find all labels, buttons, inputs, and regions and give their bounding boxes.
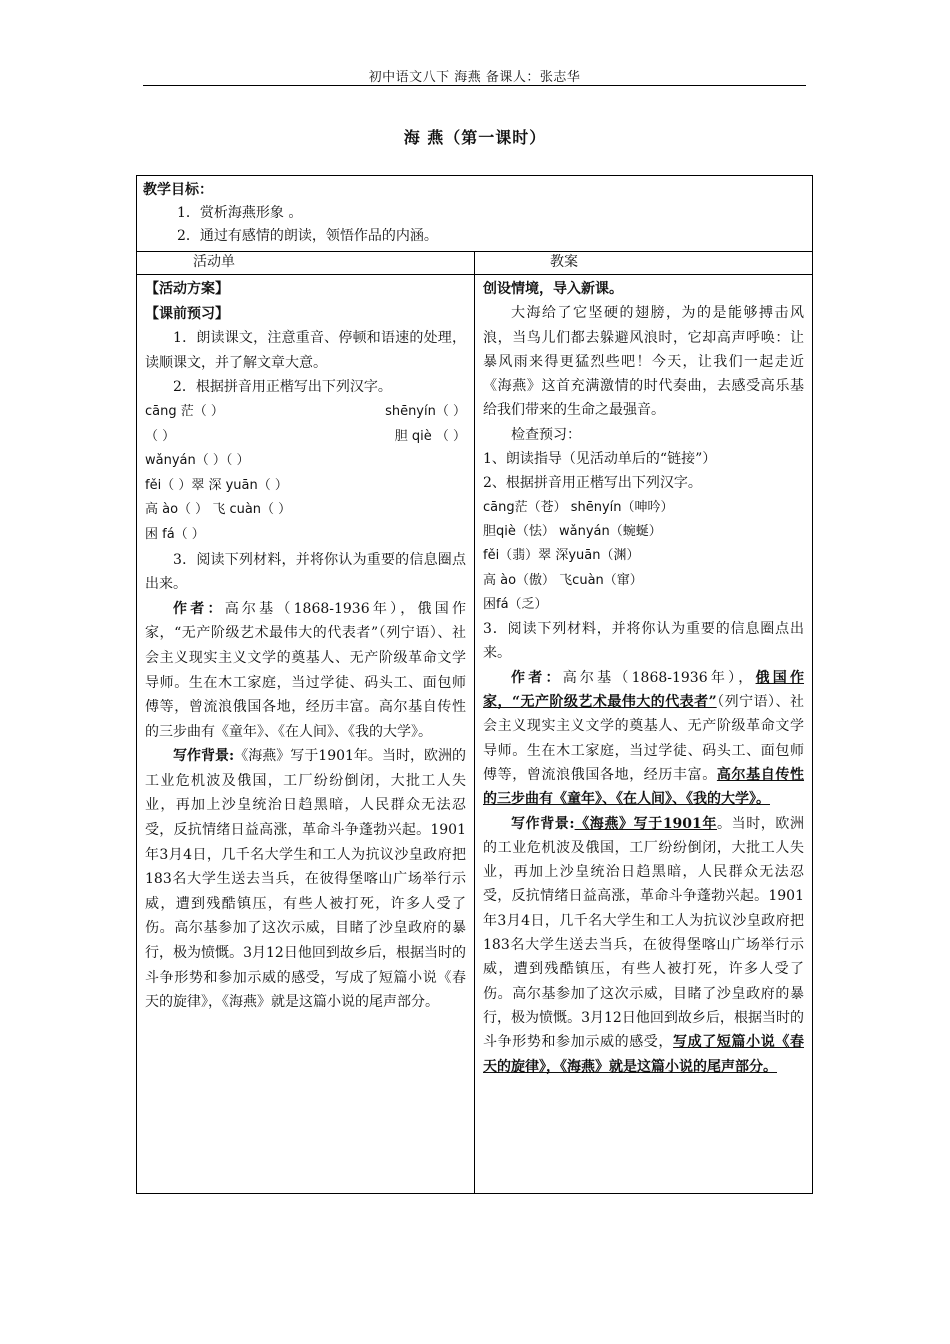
author-paragraph [483, 666, 804, 812]
author-text: 高尔基（1868-1936年）， [562, 669, 756, 686]
activity-sheet-column [137, 275, 474, 1015]
pinyin-blank: 胆 qiè （ ） [394, 428, 466, 444]
check-item-1: 1、朗读指导（见活动单后的“链接”） [483, 451, 717, 468]
background-label: 写作背景: [173, 748, 235, 765]
author-emphasis: 俄国作家，“无产阶级艺术最伟大的代表者” [483, 669, 805, 711]
activity-sheet-header: 活动单 [193, 254, 235, 270]
page-header: 初中语文八下 海燕 备课人：张志华 [368, 70, 581, 85]
background-paragraph [145, 744, 466, 1015]
background-paragraph [483, 812, 804, 1079]
pinyin-blank: shēnyín（ ） [385, 403, 466, 419]
intro-text: 大海给了它坚硬的翅膀，为的是能够搏击风浪，当鸟儿们都去躲避风浪时，它却高声呼唤：让暴风雨来得更猛烈些吧！今天，让我们一起走近《海燕》这首充满激情的时代奏曲，去感受高乐基给我们带来的生命之最强音。 [483, 305, 804, 419]
background-emphasis: 写成了短篇小说《春天的旋律》，《海燕》就是这篇小说的尾声部分。 [483, 1034, 804, 1075]
pinyin-line: 高 ào（ ） 飞 cuàn（ ） [145, 502, 292, 518]
answer-line: cāng茫（苍） shēnyín（呻吟） [483, 499, 674, 515]
author-label: 作者： [173, 600, 225, 617]
lesson-plan-column [475, 275, 812, 1079]
pinyin-blank: （ ） [145, 428, 176, 444]
objective-item: 1．赏析海燕形象 。 [177, 205, 303, 221]
plan-label: 【活动方案】 [145, 281, 229, 297]
pinyin-line: fěi（ ）翠 深 yuān（ ） [145, 477, 288, 493]
author-label: 作者： [511, 669, 563, 686]
check-label: 检查预习： [511, 426, 581, 443]
intro-label: 创设情境，导入新课。 [483, 281, 623, 297]
page-title: 海 燕（第一课时） [403, 128, 547, 147]
author-emphasis: 高尔基自传性的三步曲有《童年》、《在人间》、《我的大学》。 [483, 766, 805, 808]
task-1: 1．朗读课文，注意重音、停顿和语速的处理，读顺课文，并了解文章大意。 [145, 330, 466, 371]
answer-line: 困fá（乏） [483, 596, 548, 612]
lesson-table [136, 175, 813, 1194]
pinyin-line: 困 fá（ ） [145, 526, 205, 542]
pinyin-line [145, 400, 466, 425]
task-3: 3．阅读下列材料，并将你认为重要的信息圈点出来。 [145, 551, 466, 593]
check-item-2: 2、根据拼音用正楷写出下列汉字。 [483, 475, 702, 492]
background-label: 写作背景: [511, 815, 575, 832]
answer-line: 高 ào（傲） 飞cuàn（窜） [483, 572, 643, 588]
objectives-label: 教学目标： [143, 182, 213, 198]
lesson-plan-header: 教案 [550, 254, 578, 270]
task-3: 3．阅读下列材料，并将你认为重要的信息圈点出来。 [483, 621, 804, 662]
background-text: 《海燕》写于1901年。当时，欧洲的工业危机波及俄国，工厂纷纷倒闭，大批工人失业，再加上沙皇统治日趋黑暗，人民群众无法忍受，反抗情绪日益高涨，革命斗争蓬勃兴起。1901年3月4日，几千名大学生和工人为抗议沙皇政府把183名大学生送去当兵，在彼得堡喀山广场举行示威，遭到残酷镇压，有些人被打死，许多人受了伤。高尔基参加了这次示威，目睹了沙皇政府的暴行，极为愤慨。3月12日他回到故乡后，根据当时的斗争形势和参加示威的感受，写成了短篇小说《春天的旋律》，《海燕》就是这篇小说的尾声部分。 [145, 748, 466, 1011]
author-text: 高尔基（1868-1936年），俄国作家，“无产阶级艺术最伟大的代表者”（列宁语）、社会主义现实主义文学的奠基人、无产阶级革命文学导师。生在木工家庭，当过学徒、码头工、面包师傅等，曾流浪俄国各地，经历丰富。高尔基自传性的三步曲有《童年》、《在人间》、《我的大学》。 [145, 600, 466, 740]
author-paragraph [145, 597, 466, 745]
task-2: 2．根据拼音用正楷写出下列汉字。 [173, 379, 392, 396]
pinyin-blank: cāng 茫（ ） [145, 403, 224, 419]
header-rule [143, 85, 806, 86]
pinyin-line [145, 425, 466, 450]
background-text: 。当时，欧洲的工业危机波及俄国，工厂纷纷倒闭，大批工人失业，再加上沙皇统治日趋黑暗，人民群众无法忍受，反抗情绪日益高涨，革命斗争蓬勃兴起。1901年3月4日，几千名大学生和工人为抗议沙皇政府把183名大学生送去当兵，在彼得堡喀山广场举行示威，遭到残酷镇压，有些人被打死，许多人受了伤。高尔基参加了这次示威，目睹了沙皇政府的暴行，极为愤慨。3月12日他回到故乡后，根据当时的斗争形势和参加示威的感受， [483, 815, 805, 1051]
answer-line: fěi（翡）翠 深yuān（渊） [483, 548, 640, 564]
answer-line: 胆qiè（怯） wǎnyán（蜿蜒） [483, 523, 662, 539]
objective-item: 2．通过有感情的朗读，领悟作品的内涵。 [177, 228, 438, 244]
preview-label: 【课前预习】 [145, 305, 229, 322]
pinyin-line: wǎnyán（ ）（ ） [145, 453, 250, 469]
background-emphasis: 《海燕》写于1901年 [574, 815, 717, 832]
objectives-section [137, 176, 812, 252]
author-text: （列宁语）、社会主义现实主义文学的奠基人、无产阶级革命文学导师。生在木工家庭，当过学徒、码头工、面包师傅等，曾流浪俄国各地，经历丰富。 [483, 694, 805, 783]
